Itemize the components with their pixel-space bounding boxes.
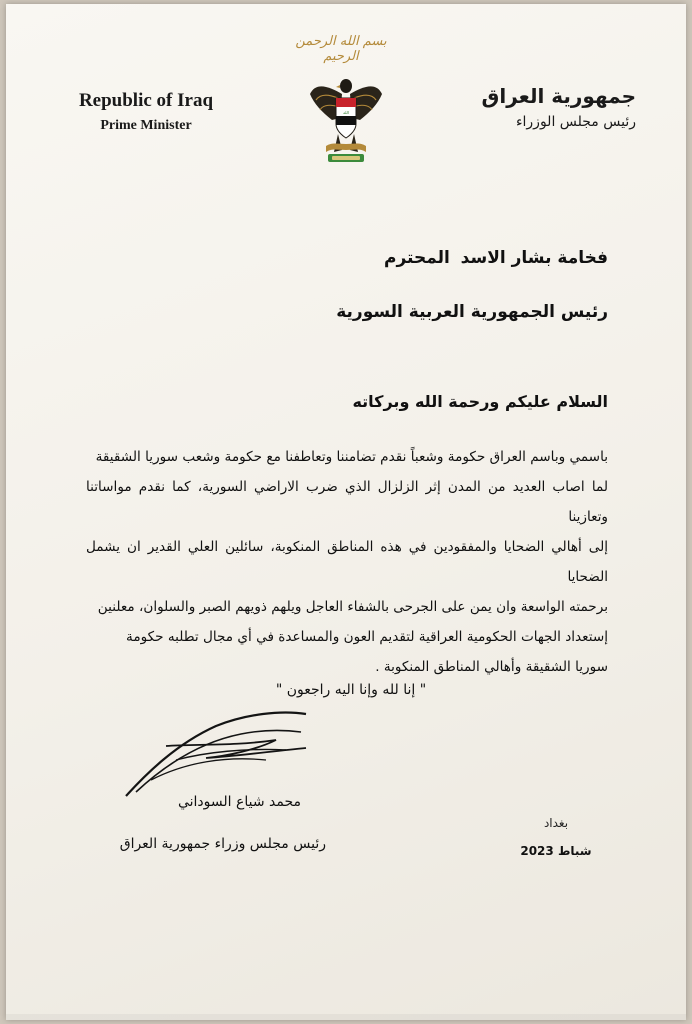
handwritten-signature xyxy=(106,704,326,804)
letter-place: بغداد xyxy=(543,816,569,830)
letter-page xyxy=(6,4,686,1020)
letter-date: شباط 2023 xyxy=(520,844,592,858)
eagle-of-saladin-icon xyxy=(308,72,384,172)
addressee-name: فخامة بشار الاسد xyxy=(460,248,608,268)
body-line: سوريا الشقيقة وأهالي المناطق المنكوبة . xyxy=(375,659,608,675)
arabic-country-name: جمهورية العراق xyxy=(481,84,636,108)
body-line: لما اصاب العديد من المدن إثر الزلزال الذي ضرب الاراضي السورية، كما نقدم مواساتنا وتعازينا xyxy=(86,479,608,525)
paper-edge xyxy=(6,1014,686,1020)
body-line: باسمي وباسم العراق حكومة وشعباً نقدم تضامننا وتعاطفنا مع حكومة وشعب سوريا الشقيقة xyxy=(95,449,608,465)
english-country-name: Republic of Iraq xyxy=(78,90,214,111)
english-office-name: Prime Minister xyxy=(100,118,192,133)
letter-body xyxy=(86,442,608,682)
addressee-title: رئيس الجمهورية العربية السورية xyxy=(336,302,608,322)
arabic-letterhead xyxy=(426,84,636,130)
greeting: السلام عليكم ورحمة الله وبركاته xyxy=(352,392,608,411)
addressee-honorific: المحترم xyxy=(384,248,450,268)
basmala: بسم الله الرحمن الرحيم xyxy=(295,34,387,64)
signer-name: محمد شياع السوداني xyxy=(177,794,301,810)
svg-text:الله: الله xyxy=(343,110,349,115)
body-line: برحمته الواسعة وان يمن على الجرحى بالشفاء العاجل ويلهم ذويهم الصبر والسلوان، معلنين xyxy=(97,599,608,615)
body-line: إلى أهالي الضحايا والمفقودين في هذه المناطق المنكوبة، سائلين العلي القدير ان يشمل الضحايا xyxy=(86,539,608,585)
arabic-office-name: رئيس مجلس الوزراء xyxy=(515,114,636,130)
closing-quote: " إنا لله وإنا اليه راجعون " xyxy=(275,682,427,698)
english-letterhead xyxy=(46,90,246,134)
body-line: إستعداد الجهات الحكومية العراقية لتقديم العون والمساعدة في أي مجال تطلبه حكومة xyxy=(126,629,608,645)
signer-title: رئيس مجلس وزراء جمهورية العراق xyxy=(119,836,326,852)
